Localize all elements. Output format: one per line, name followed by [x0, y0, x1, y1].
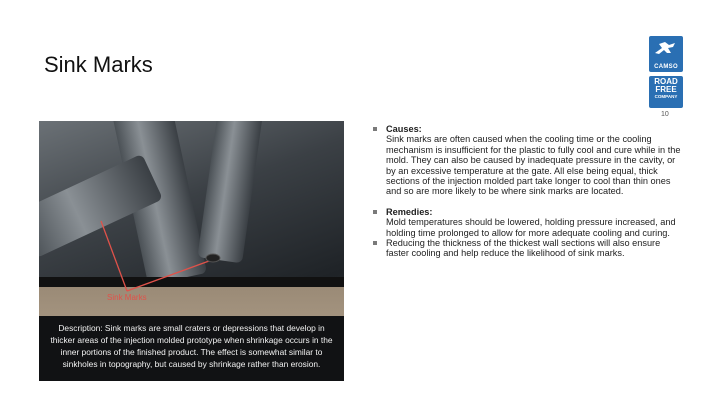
sink-marks-callout: Sink Marks [107, 293, 147, 302]
sink-marks-photo [39, 121, 344, 381]
bullet-causes [373, 124, 683, 197]
slide-title: Sink Marks [44, 52, 153, 77]
logo-line3: COMPANY [654, 94, 678, 99]
bullet-marker [373, 241, 377, 245]
bullet-marker [373, 210, 377, 214]
runner-icon [653, 39, 679, 57]
bullet-body: Mold temperatures should be lowered, holding pressure increased, and holding time prolonged to allow for more adequate cooling and curing. [386, 217, 676, 238]
bullet-heading: Causes: [386, 124, 422, 134]
logo-line1: ROAD [654, 77, 678, 86]
logo-brand-text: CAMSO [654, 64, 678, 70]
slide-number: 10 [661, 111, 669, 118]
bullet-list [373, 124, 683, 259]
camso-logo [649, 36, 683, 72]
photo-description: Description: Sink marks are small craters or depressions that develop in thicker areas of the injection molded prototype when shrinkage occurs in the inner portions of the finished product. The effect is somewhat similar to sinkholes in topography, but caused by shrinkage rather than erosion. [39, 316, 344, 381]
road-free-company-logo [649, 76, 683, 108]
bullet-body: Reducing the thickness of the thickest wall sections will also ensure faster cooling and help reduce the likelihood of sink marks. [386, 238, 661, 259]
bullet-thickness [373, 238, 683, 259]
bullet-remedies [373, 207, 683, 238]
company-logo [649, 36, 683, 108]
bullet-body: Sink marks are often caused when the cooling time or the cooling mechanism is insufficient for the plastic to fully cool and cure while in the mold. They can also be caused by inadequate pressure in the cavity, or by an excessive temperature at the gate. All else being equal, thick sections of the injection molded part take longer to cool than thin ones and so are more likely to be where sink marks are located. [386, 134, 681, 197]
bullet-heading: Remedies: [386, 206, 433, 217]
logo-line2: FREE [655, 85, 677, 94]
bullet-marker [373, 127, 377, 131]
